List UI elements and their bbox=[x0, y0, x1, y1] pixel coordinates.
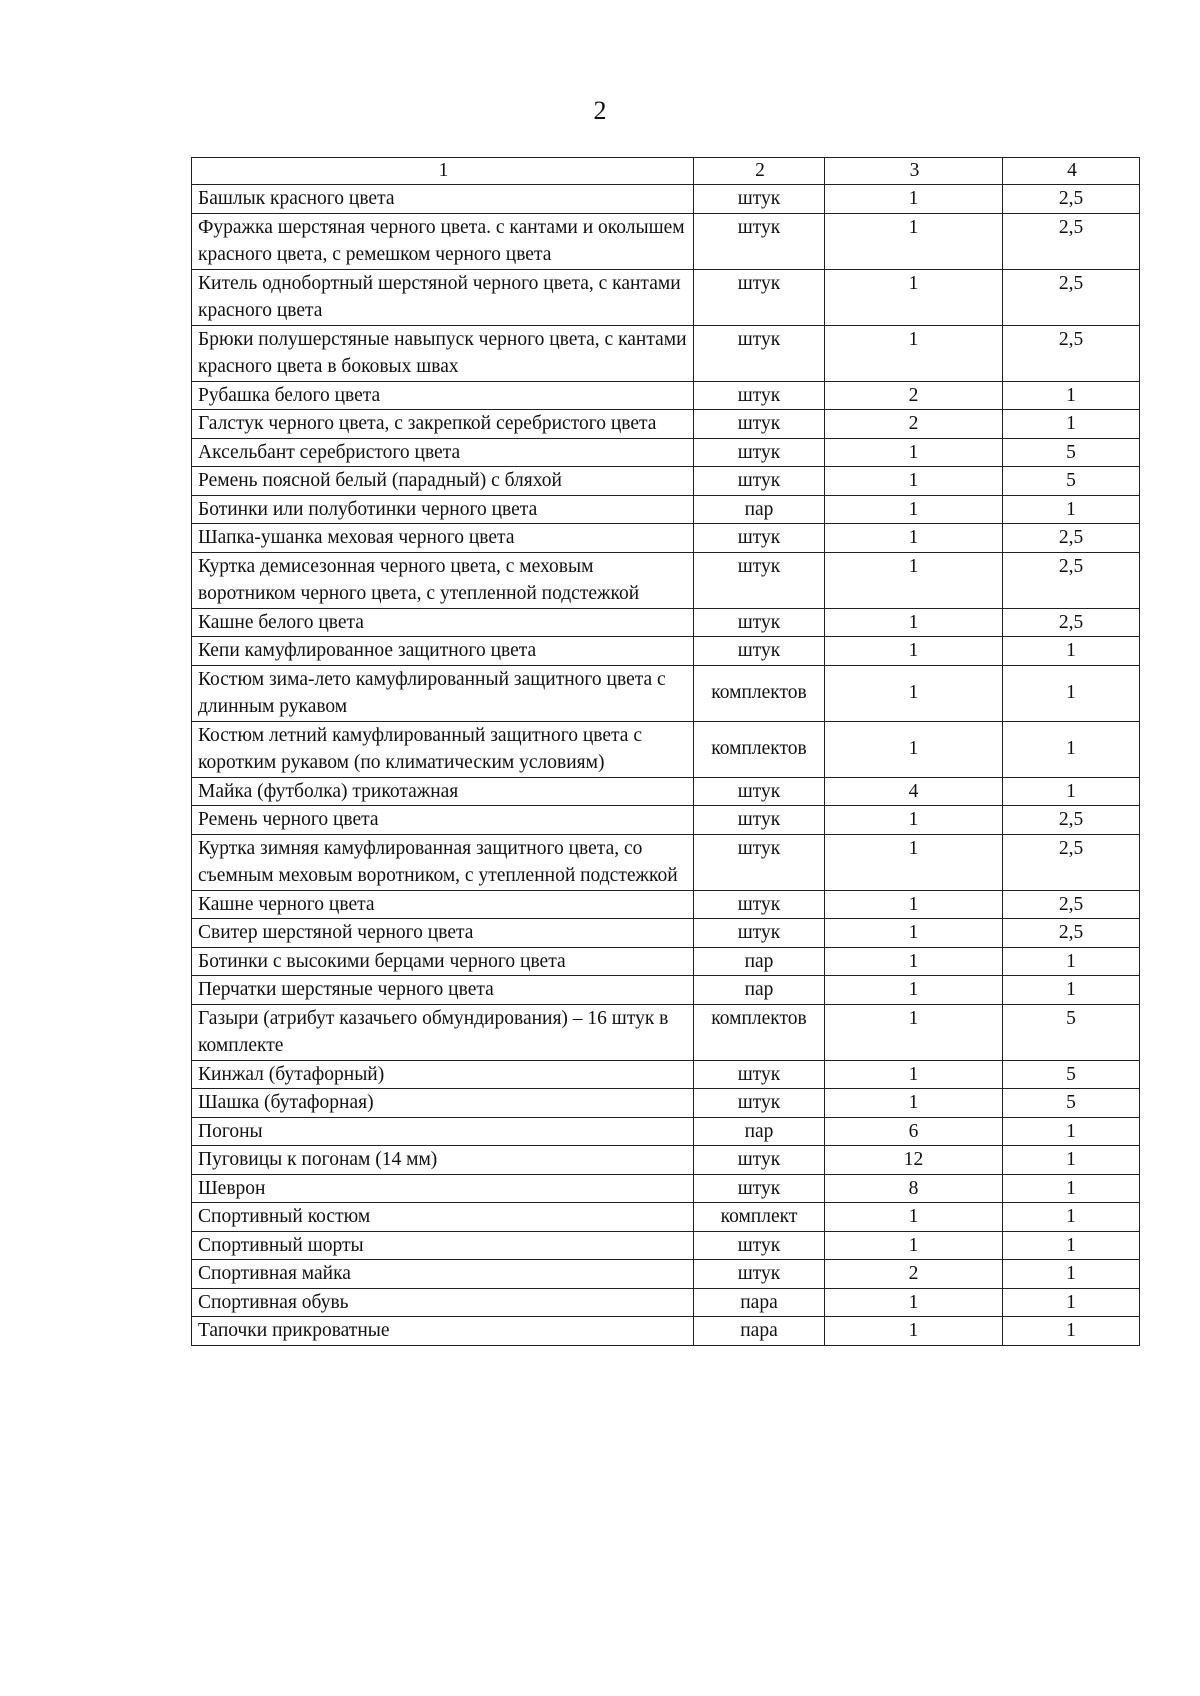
item-name-cell: Ремень поясной белый (парадный) с бляхой bbox=[192, 467, 694, 496]
table-row bbox=[192, 665, 1140, 721]
quantity-cell: 1 bbox=[825, 919, 1003, 948]
item-name-cell: Ботинки или полуботинки черного цвета bbox=[192, 495, 694, 524]
item-name-cell: Костюм летний камуфлированный защитного цвета с коротким рукавом (по климатическим условиям) bbox=[192, 721, 694, 777]
unit-cell: штук bbox=[694, 608, 825, 637]
quantity-cell: 1 bbox=[825, 1060, 1003, 1089]
item-name-cell: Тапочки прикроватные bbox=[192, 1317, 694, 1346]
quantity-cell: 1 bbox=[825, 608, 1003, 637]
unit-cell: штук bbox=[694, 1146, 825, 1175]
quantity-cell: 4 bbox=[825, 777, 1003, 806]
unit-cell: штук bbox=[694, 1060, 825, 1089]
table-row bbox=[192, 834, 1140, 890]
quantity-cell: 1 bbox=[825, 1288, 1003, 1317]
table-row bbox=[192, 438, 1140, 467]
uniform-items-table bbox=[191, 157, 1140, 1346]
quantity-cell: 1 bbox=[825, 185, 1003, 214]
quantity-cell: 1 bbox=[825, 467, 1003, 496]
quantity-cell: 1 bbox=[825, 1089, 1003, 1118]
column-header-4: 4 bbox=[1003, 158, 1140, 185]
table-row bbox=[192, 495, 1140, 524]
item-name-cell: Рубашка белого цвета bbox=[192, 381, 694, 410]
quantity-cell: 1 bbox=[825, 834, 1003, 890]
table-row bbox=[192, 185, 1140, 214]
unit-cell: штук bbox=[694, 269, 825, 325]
wear-term-cell: 5 bbox=[1003, 1089, 1140, 1118]
quantity-cell: 1 bbox=[825, 495, 1003, 524]
unit-cell: пар bbox=[694, 947, 825, 976]
item-name-cell: Ботинки с высокими берцами черного цвета bbox=[192, 947, 694, 976]
table-row bbox=[192, 467, 1140, 496]
item-name-cell: Кашне белого цвета bbox=[192, 608, 694, 637]
table-row bbox=[192, 947, 1140, 976]
quantity-cell: 1 bbox=[825, 1203, 1003, 1232]
item-name-cell: Ремень черного цвета bbox=[192, 806, 694, 835]
unit-cell: штук bbox=[694, 890, 825, 919]
unit-cell: штук bbox=[694, 1089, 825, 1118]
wear-term-cell: 1 bbox=[1003, 1288, 1140, 1317]
item-name-cell: Кашне черного цвета bbox=[192, 890, 694, 919]
table-row bbox=[192, 1317, 1140, 1346]
unit-cell: штук bbox=[694, 185, 825, 214]
table-row bbox=[192, 1004, 1140, 1060]
item-name-cell: Шапка-ушанка меховая черного цвета bbox=[192, 524, 694, 553]
table-row bbox=[192, 1174, 1140, 1203]
item-name-cell: Брюки полушерстяные навыпуск черного цвета, с кантами красного цвета в боковых швах bbox=[192, 325, 694, 381]
unit-cell: штук bbox=[694, 1231, 825, 1260]
item-name-cell: Пуговицы к погонам (14 мм) bbox=[192, 1146, 694, 1175]
unit-cell: штук bbox=[694, 1174, 825, 1203]
wear-term-cell: 2,5 bbox=[1003, 834, 1140, 890]
quantity-cell: 1 bbox=[825, 665, 1003, 721]
unit-cell: пар bbox=[694, 976, 825, 1005]
wear-term-cell: 1 bbox=[1003, 381, 1140, 410]
table-row bbox=[192, 213, 1140, 269]
unit-cell: штук bbox=[694, 381, 825, 410]
item-name-cell: Кепи камуфлированное защитного цвета bbox=[192, 637, 694, 666]
wear-term-cell: 1 bbox=[1003, 947, 1140, 976]
unit-cell: штук bbox=[694, 1260, 825, 1289]
quantity-cell: 2 bbox=[825, 1260, 1003, 1289]
item-name-cell: Башлык красного цвета bbox=[192, 185, 694, 214]
table-row bbox=[192, 325, 1140, 381]
wear-term-cell: 5 bbox=[1003, 438, 1140, 467]
unit-cell: штук bbox=[694, 777, 825, 806]
unit-cell: штук bbox=[694, 552, 825, 608]
table-row bbox=[192, 919, 1140, 948]
unit-cell: комплект bbox=[694, 1203, 825, 1232]
wear-term-cell: 2,5 bbox=[1003, 552, 1140, 608]
unit-cell: штук bbox=[694, 919, 825, 948]
table-row bbox=[192, 1117, 1140, 1146]
column-header-3: 3 bbox=[825, 158, 1003, 185]
quantity-cell: 1 bbox=[825, 438, 1003, 467]
quantity-cell: 1 bbox=[825, 552, 1003, 608]
unit-cell: комплектов bbox=[694, 721, 825, 777]
quantity-cell: 1 bbox=[825, 806, 1003, 835]
table-row bbox=[192, 976, 1140, 1005]
unit-cell: пар bbox=[694, 1117, 825, 1146]
item-name-cell: Галстук черного цвета, с закрепкой серебристого цвета bbox=[192, 410, 694, 439]
item-name-cell: Аксельбант серебристого цвета bbox=[192, 438, 694, 467]
quantity-cell: 6 bbox=[825, 1117, 1003, 1146]
item-name-cell: Шеврон bbox=[192, 1174, 694, 1203]
quantity-cell: 1 bbox=[825, 976, 1003, 1005]
unit-cell: штук bbox=[694, 834, 825, 890]
table-body bbox=[192, 158, 1140, 1346]
unit-cell: штук bbox=[694, 410, 825, 439]
wear-term-cell: 1 bbox=[1003, 1260, 1140, 1289]
table-row bbox=[192, 608, 1140, 637]
quantity-cell: 1 bbox=[825, 1231, 1003, 1260]
unit-cell: пар bbox=[694, 495, 825, 524]
quantity-cell: 8 bbox=[825, 1174, 1003, 1203]
item-name-cell: Костюм зима-лето камуфлированный защитного цвета с длинным рукавом bbox=[192, 665, 694, 721]
wear-term-cell: 2,5 bbox=[1003, 919, 1140, 948]
wear-term-cell: 1 bbox=[1003, 1174, 1140, 1203]
table-row bbox=[192, 777, 1140, 806]
quantity-cell: 1 bbox=[825, 1317, 1003, 1346]
table-row bbox=[192, 1231, 1140, 1260]
table-row bbox=[192, 1288, 1140, 1317]
quantity-cell: 1 bbox=[825, 637, 1003, 666]
table-row bbox=[192, 410, 1140, 439]
wear-term-cell: 2,5 bbox=[1003, 185, 1140, 214]
quantity-cell: 1 bbox=[825, 947, 1003, 976]
unit-cell: пара bbox=[694, 1288, 825, 1317]
item-name-cell: Спортивный шорты bbox=[192, 1231, 694, 1260]
table-header-row bbox=[192, 158, 1140, 185]
column-header-2: 2 bbox=[694, 158, 825, 185]
wear-term-cell: 1 bbox=[1003, 1317, 1140, 1346]
wear-term-cell: 1 bbox=[1003, 1203, 1140, 1232]
wear-term-cell: 1 bbox=[1003, 495, 1140, 524]
quantity-cell: 2 bbox=[825, 381, 1003, 410]
item-name-cell: Китель однобортный шерстяной черного цвета, с кантами красного цвета bbox=[192, 269, 694, 325]
wear-term-cell: 2,5 bbox=[1003, 890, 1140, 919]
wear-term-cell: 1 bbox=[1003, 665, 1140, 721]
quantity-cell: 1 bbox=[825, 890, 1003, 919]
quantity-cell: 1 bbox=[825, 721, 1003, 777]
item-name-cell: Спортивный костюм bbox=[192, 1203, 694, 1232]
item-name-cell: Куртка демисезонная черного цвета, с меховым воротником черного цвета, с утепленной подстежкой bbox=[192, 552, 694, 608]
quantity-cell: 1 bbox=[825, 325, 1003, 381]
unit-cell: штук bbox=[694, 438, 825, 467]
item-name-cell: Майка (футболка) трикотажная bbox=[192, 777, 694, 806]
wear-term-cell: 1 bbox=[1003, 410, 1140, 439]
wear-term-cell: 1 bbox=[1003, 1231, 1140, 1260]
wear-term-cell: 5 bbox=[1003, 467, 1140, 496]
table-row bbox=[192, 269, 1140, 325]
table-row bbox=[192, 1203, 1140, 1232]
item-name-cell: Газыри (атрибут казачьего обмундирования) – 16 штук в комплекте bbox=[192, 1004, 694, 1060]
wear-term-cell: 5 bbox=[1003, 1060, 1140, 1089]
table-row bbox=[192, 381, 1140, 410]
wear-term-cell: 1 bbox=[1003, 1146, 1140, 1175]
wear-term-cell: 1 bbox=[1003, 721, 1140, 777]
item-name-cell: Куртка зимняя камуфлированная защитного цвета, со съемным меховым воротником, с утепленной подстежкой bbox=[192, 834, 694, 890]
wear-term-cell: 1 bbox=[1003, 637, 1140, 666]
wear-term-cell: 2,5 bbox=[1003, 269, 1140, 325]
wear-term-cell: 2,5 bbox=[1003, 608, 1140, 637]
column-header-1: 1 bbox=[192, 158, 694, 185]
table-row bbox=[192, 1260, 1140, 1289]
unit-cell: штук bbox=[694, 637, 825, 666]
item-name-cell: Свитер шерстяной черного цвета bbox=[192, 919, 694, 948]
item-name-cell: Фуражка шерстяная черного цвета. с кантами и околышем красного цвета, с ремешком черного цвета bbox=[192, 213, 694, 269]
table-row bbox=[192, 1060, 1140, 1089]
table-row bbox=[192, 1146, 1140, 1175]
table-row bbox=[192, 1089, 1140, 1118]
table-row bbox=[192, 890, 1140, 919]
unit-cell: штук bbox=[694, 213, 825, 269]
quantity-cell: 1 bbox=[825, 269, 1003, 325]
table-row bbox=[192, 637, 1140, 666]
table-row bbox=[192, 721, 1140, 777]
unit-cell: пара bbox=[694, 1317, 825, 1346]
unit-cell: штук bbox=[694, 524, 825, 553]
table-row bbox=[192, 524, 1140, 553]
quantity-cell: 1 bbox=[825, 524, 1003, 553]
wear-term-cell: 2,5 bbox=[1003, 806, 1140, 835]
item-name-cell: Спортивная майка bbox=[192, 1260, 694, 1289]
unit-cell: штук bbox=[694, 806, 825, 835]
page-number: 2 bbox=[593, 96, 607, 125]
wear-term-cell: 2,5 bbox=[1003, 213, 1140, 269]
uniform-table-container bbox=[191, 157, 1139, 1346]
quantity-cell: 1 bbox=[825, 213, 1003, 269]
wear-term-cell: 1 bbox=[1003, 777, 1140, 806]
item-name-cell: Перчатки шерстяные черного цвета bbox=[192, 976, 694, 1005]
item-name-cell: Погоны bbox=[192, 1117, 694, 1146]
table-row bbox=[192, 552, 1140, 608]
wear-term-cell: 2,5 bbox=[1003, 524, 1140, 553]
unit-cell: комплектов bbox=[694, 665, 825, 721]
table-row bbox=[192, 806, 1140, 835]
item-name-cell: Шашка (бутафорная) bbox=[192, 1089, 694, 1118]
item-name-cell: Кинжал (бутафорный) bbox=[192, 1060, 694, 1089]
wear-term-cell: 5 bbox=[1003, 1004, 1140, 1060]
item-name-cell: Спортивная обувь bbox=[192, 1288, 694, 1317]
quantity-cell: 12 bbox=[825, 1146, 1003, 1175]
wear-term-cell: 1 bbox=[1003, 976, 1140, 1005]
unit-cell: штук bbox=[694, 325, 825, 381]
wear-term-cell: 1 bbox=[1003, 1117, 1140, 1146]
unit-cell: штук bbox=[694, 467, 825, 496]
quantity-cell: 2 bbox=[825, 410, 1003, 439]
unit-cell: комплектов bbox=[694, 1004, 825, 1060]
quantity-cell: 1 bbox=[825, 1004, 1003, 1060]
wear-term-cell: 2,5 bbox=[1003, 325, 1140, 381]
